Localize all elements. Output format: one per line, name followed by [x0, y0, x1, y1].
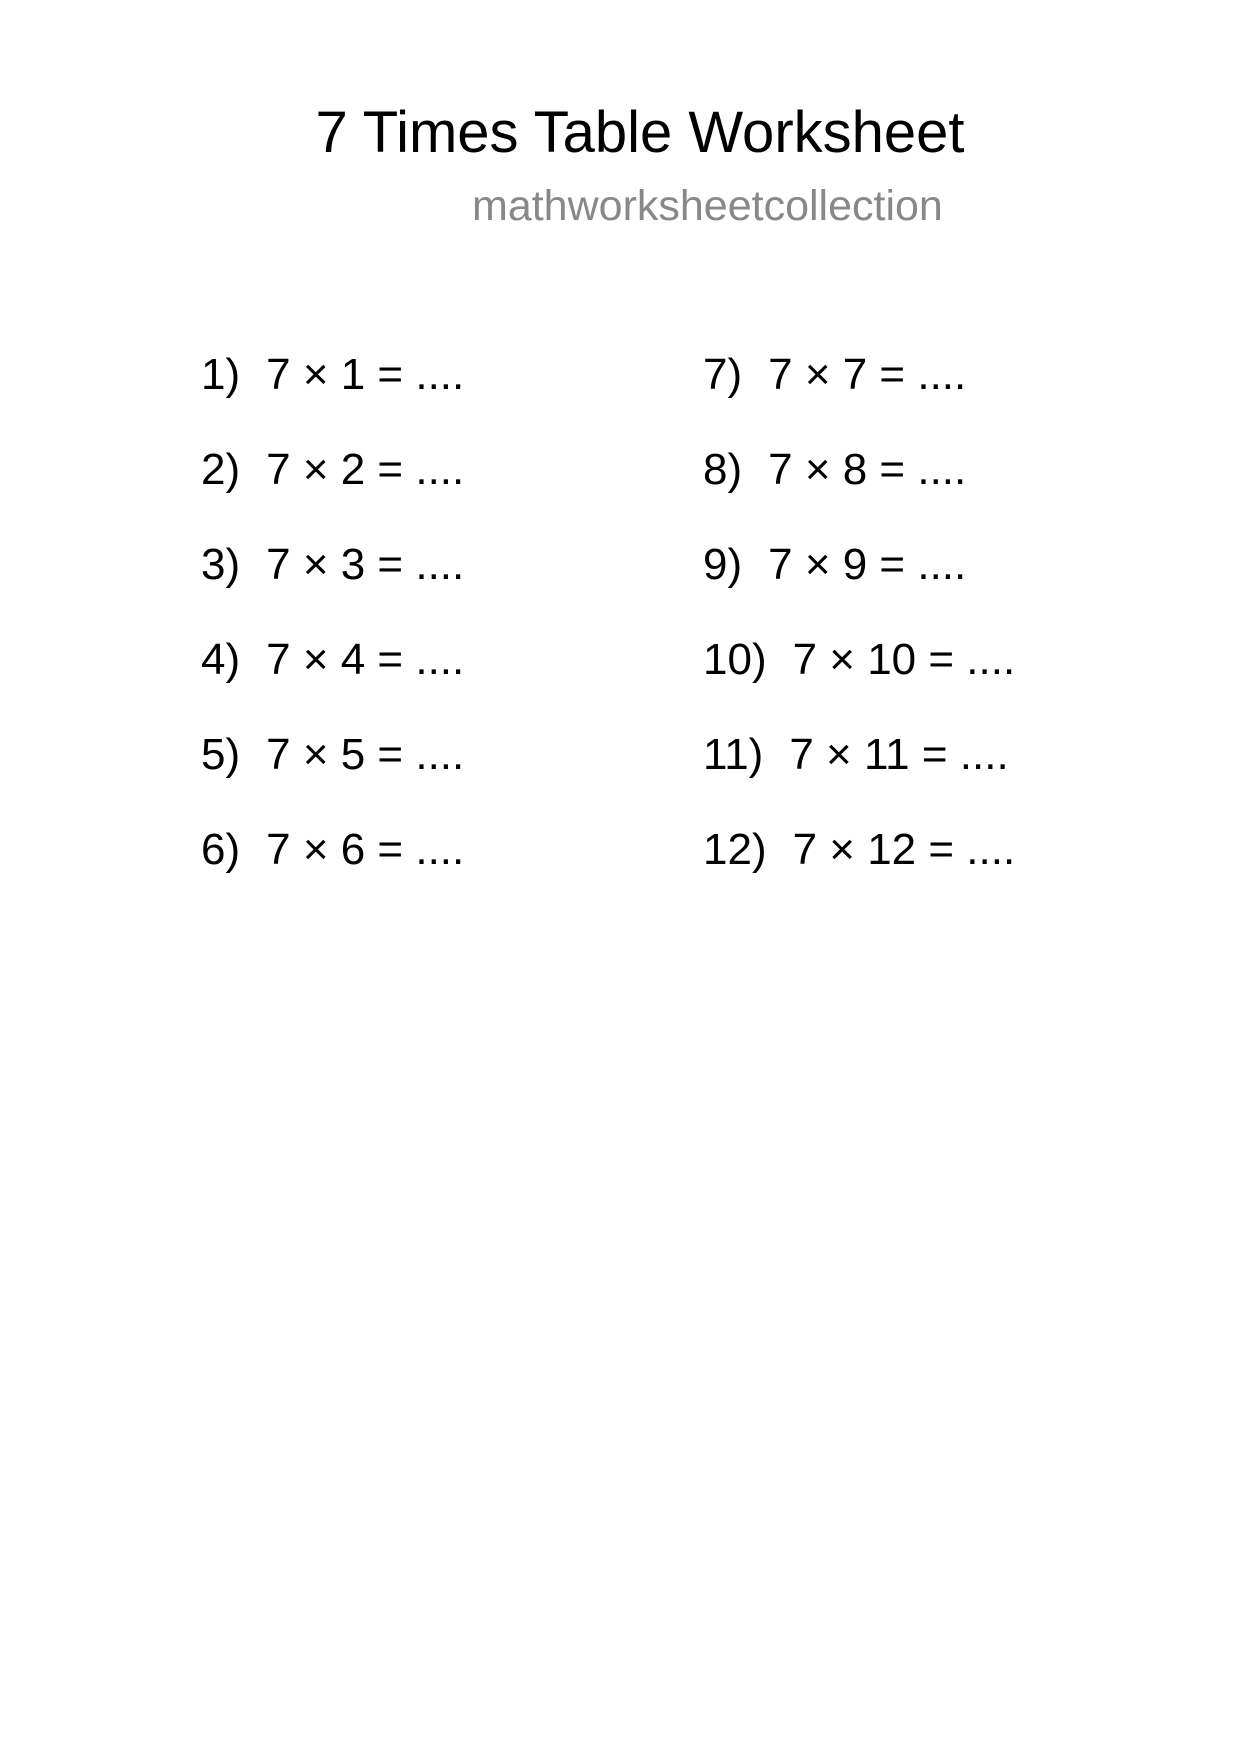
problem-expression: 7 × 8 = .... [768, 445, 967, 494]
problem-expression: 7 × 12 = .... [792, 825, 1016, 874]
problem-number: 10) [703, 635, 767, 684]
problem-item [703, 729, 1015, 824]
problem-number: 1) [201, 350, 241, 399]
problem-expression: 7 × 2 = .... [266, 445, 465, 494]
problem-expression: 7 × 11 = .... [789, 730, 1009, 779]
problem-expression: 7 × 7 = .... [768, 350, 967, 399]
problem-item [201, 539, 464, 634]
problem-expression: 7 × 3 = .... [266, 540, 465, 589]
problem-expression: 7 × 1 = .... [266, 350, 465, 399]
worksheet-source: mathworksheetcollection [472, 182, 943, 230]
problem-item [201, 729, 464, 824]
problem-number: 7) [703, 350, 743, 399]
problem-item [703, 539, 1015, 634]
problem-item [703, 349, 1015, 444]
problem-number: 11) [703, 730, 764, 779]
problem-number: 2) [201, 445, 241, 494]
problem-number: 9) [703, 540, 743, 589]
problem-expression: 7 × 6 = .... [266, 825, 465, 874]
problems-column-right [703, 349, 1015, 919]
problem-item [201, 634, 464, 729]
problem-item [201, 349, 464, 444]
problem-item [703, 444, 1015, 539]
problem-item [201, 444, 464, 539]
problem-item [703, 824, 1015, 919]
problem-number: 8) [703, 445, 743, 494]
problem-item [201, 824, 464, 919]
problem-number: 5) [201, 730, 241, 779]
problem-expression: 7 × 9 = .... [768, 540, 967, 589]
problem-number: 12) [703, 825, 767, 874]
worksheet-title: 7 Times Table Worksheet [315, 100, 965, 165]
problem-expression: 7 × 5 = .... [266, 730, 465, 779]
problems-column-left [201, 349, 464, 919]
problem-number: 3) [201, 540, 241, 589]
problem-item [703, 634, 1015, 729]
problem-number: 4) [201, 635, 241, 684]
problem-expression: 7 × 4 = .... [266, 635, 465, 684]
problem-number: 6) [201, 825, 241, 874]
problem-expression: 7 × 10 = .... [792, 635, 1016, 684]
